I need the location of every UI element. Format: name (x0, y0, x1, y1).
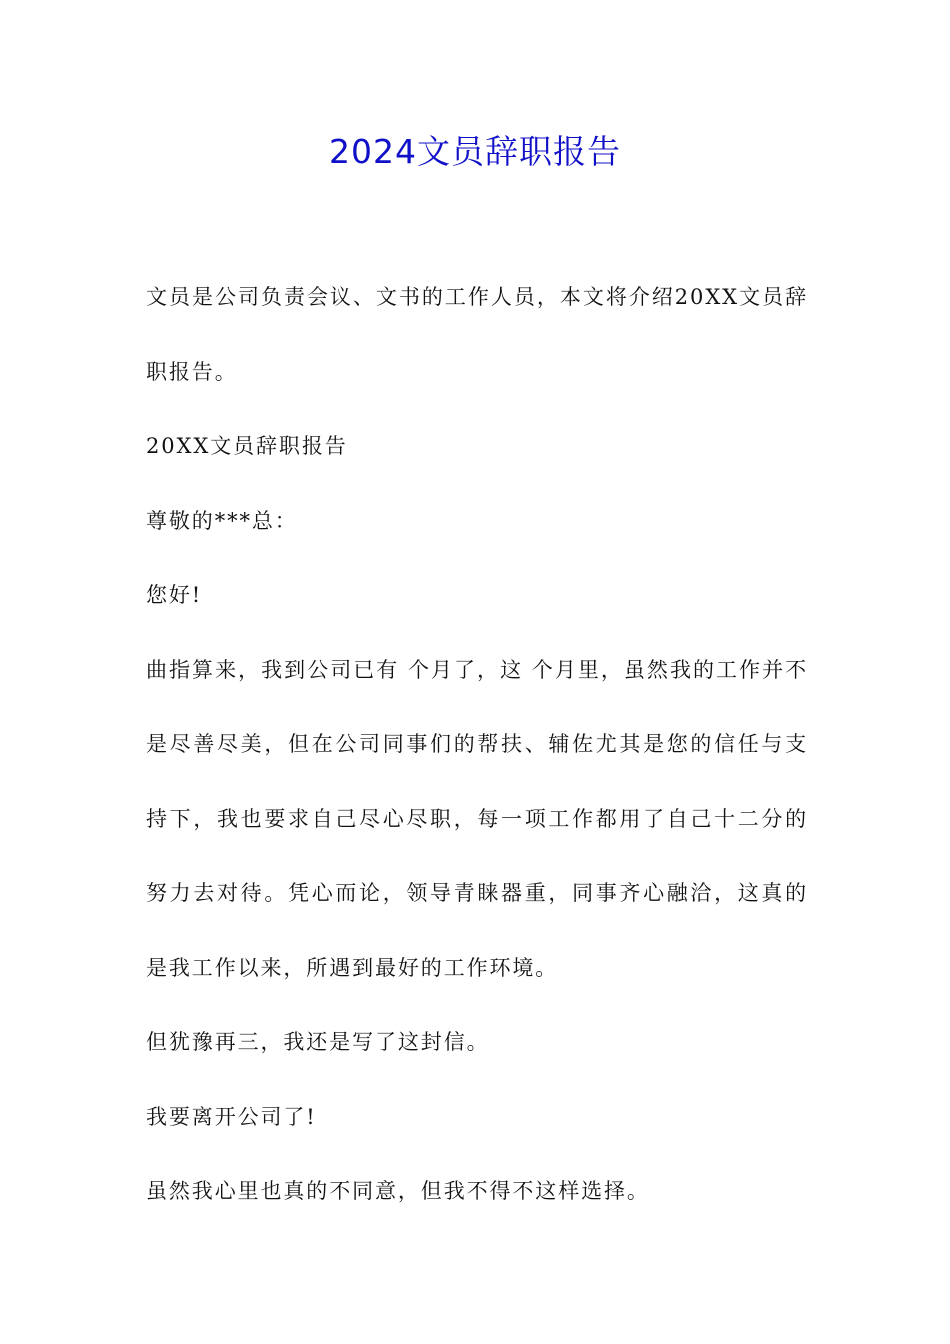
letter-heading: 20XX文员辞职报告 (146, 434, 348, 458)
body-paragraph: 我要离开公司了! (146, 1104, 317, 1129)
intro-paragraph: 文员是公司负责会议、文书的工作人员，本文将介绍20XX文员辞职报告。 (146, 285, 808, 384)
document-body (146, 260, 808, 1229)
body-paragraph: 但犹豫再三，我还是写了这封信。 (146, 1030, 490, 1054)
body-paragraph: 虽然我心里也真的不同意，但我不得不这样选择。 (146, 1179, 650, 1203)
greeting: 您好! (146, 583, 203, 607)
document-title: 2024文员辞职报告 (329, 132, 621, 171)
body-paragraph: 曲指算来，我到公司已有 个月了，这 个月里，虽然我的工作并不是尽善尽美，但在公司同事们的帮扶、辅佐尤其是您的信任与支持下，我也要求自己尽心尽职，每一项工作都用了自己十二分的努力去对待。凭心而论，领导青睐器重，同事齐心融洽，这真的是我工作以来，所遇到最好的工作环境。 (146, 657, 808, 980)
salutation: 尊敬的***总： (146, 508, 298, 533)
